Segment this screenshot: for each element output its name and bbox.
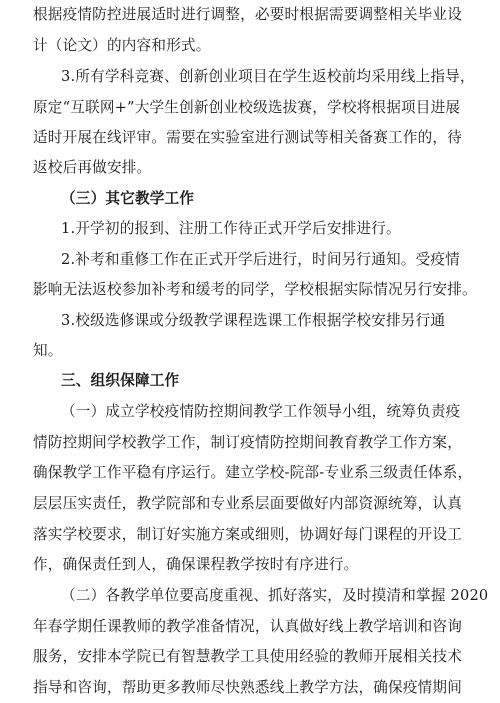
paragraph-line: （二）各教学单位要高度重视、抓好落实，及时摸清和掌握 2020 <box>61 587 489 604</box>
paragraph-line: 返校后再做安排。 <box>33 159 152 176</box>
paragraph-line: 确保教学工作平稳有序运行。建立学校-院部-专业系三级责任体系， <box>33 464 473 481</box>
paragraph-line: 年春学期任课教师的教学准备情况，认真做好线上教学培训和咨询 <box>33 618 463 635</box>
paragraph-line: 指导和咨询，帮助更多教师尽快熟悉线上教学方法，确保疫情期间 <box>33 679 463 696</box>
paragraph-line: （一）成立学校疫情防控期间教学工作领导小组，统筹负责疫 <box>61 403 461 420</box>
paragraph-line: 计（论文）的内容和形式。 <box>33 37 211 54</box>
paragraph-line: 根据疫情防控进展适时进行调整，必要时根据需要调整相关毕业设 <box>33 6 463 23</box>
paragraph-line: 层层压实责任，教学院部和专业系层面要做好内部资源统筹，认真 <box>33 495 463 512</box>
section-heading: （三）其它教学工作 <box>61 190 195 207</box>
paragraph-line: 落实学校要求，制订好实施方案或细则，协调好每门课程的开设工 <box>33 526 463 543</box>
paragraph-line: 原定“互联网+”大学生创新创业校级选拔赛，学校将根据项目进展 <box>33 99 461 116</box>
paragraph-line: 影响无法返校参加补考和缓考的同学，学校根据实际情况另行安排。 <box>33 281 477 298</box>
paragraph-line: 适时开展在线评审。需要在实验室进行测试等相关备赛工作的，待 <box>33 129 463 146</box>
paragraph-line: 情防控期间学校教学工作，制订疫情防控期间教育教学工作方案， <box>33 434 463 451</box>
paragraph-line: 知。 <box>33 342 63 359</box>
section-heading: 三、组织保障工作 <box>61 372 180 389</box>
paragraph-line: 作，确保责任到人，确保课程教学按时有序进行。 <box>33 556 359 573</box>
paragraph-line: 3.所有学科竞赛、创新创业项目在学生返校前均采用线上指导， <box>61 68 475 85</box>
paragraph-line: 服务，安排本学院已有智慧教学工具使用经验的教师开展相关技术 <box>33 648 463 665</box>
paragraph-line: 2.补考和重修工作在正式开学后进行，时间另行通知。受疫情 <box>61 251 460 268</box>
paragraph-line: 1.开学初的报到、注册工作待正式开学后安排进行。 <box>61 220 401 237</box>
paragraph-line: 3.校级选修课或分级教学课程选课工作根据学校安排另行通 <box>61 312 446 329</box>
